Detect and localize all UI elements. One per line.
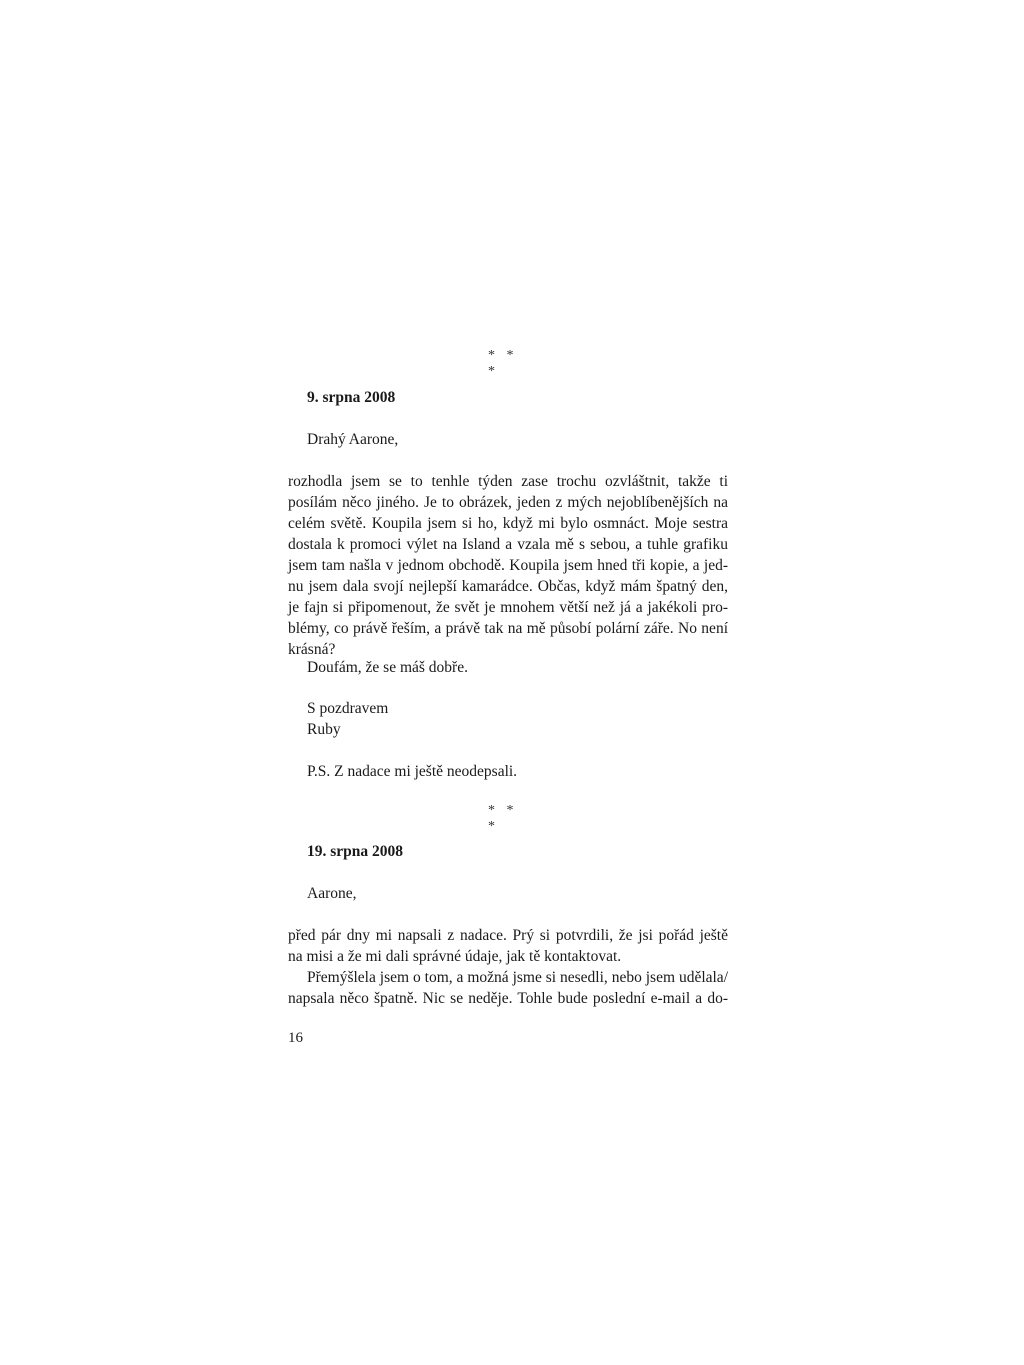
body-line: jsem tam našla v jednom obchodě. Koupila jsem hned tři kopie, a jed-: [288, 557, 728, 574]
body-line: krásná?: [288, 641, 336, 658]
body-line: Přemýšlela jsem o tom, a možná jsme si nesedli, nebo jsem udělala/: [307, 969, 728, 986]
page-number: 16: [288, 1030, 303, 1046]
body-line: celém světě. Koupila jsem si ho, když mi bylo osmnáct. Moje sestra: [288, 515, 728, 532]
letter-date: 9. srpna 2008: [307, 389, 396, 406]
letter-salutation: Aarone,: [307, 885, 357, 902]
body-line: posílám něco jiného. Je to obrázek, jeden z mých nejoblíbenějších na: [288, 494, 728, 511]
body-line: na misi a že mi dali správné údaje, jak tě kontaktovat.: [288, 948, 622, 965]
body-line: blémy, co právě řeším, a právě tak na mě působí polární záře. No není: [288, 620, 728, 637]
section-separator: * * *: [488, 803, 518, 834]
section-separator: * * *: [488, 348, 518, 379]
body-line: rozhodla jsem se to tenhle týden zase trochu ozvláštnit, takže ti: [288, 473, 728, 490]
letter-signature: Ruby: [307, 721, 341, 738]
body-paragraph: Doufám, že se máš dobře.: [307, 659, 468, 676]
body-line: je fajn si připomenout, že svět je mnohem větší než já a jakékoli pro-: [288, 599, 728, 616]
body-line: napsala něco špatně. Nic se neděje. Tohle bude poslední e-mail a do-: [288, 990, 728, 1007]
letter-postscript: P.S. Z nadace mi ještě neodepsali.: [307, 763, 518, 780]
body-line: dostala k promoci výlet na Island a vzala mě s sebou, a tuhle grafiku: [288, 536, 728, 553]
letter-date: 19. srpna 2008: [307, 843, 404, 860]
body-line: před pár dny mi napsali z nadace. Prý si potvrdili, že jsi pořád ještě: [288, 927, 728, 944]
letter-salutation: Drahý Aarone,: [307, 431, 399, 448]
letter-closing: S pozdravem: [307, 700, 389, 717]
body-line: nu jsem dala svojí nejlepší kamarádce. Občas, když mám špatný den,: [288, 578, 728, 595]
